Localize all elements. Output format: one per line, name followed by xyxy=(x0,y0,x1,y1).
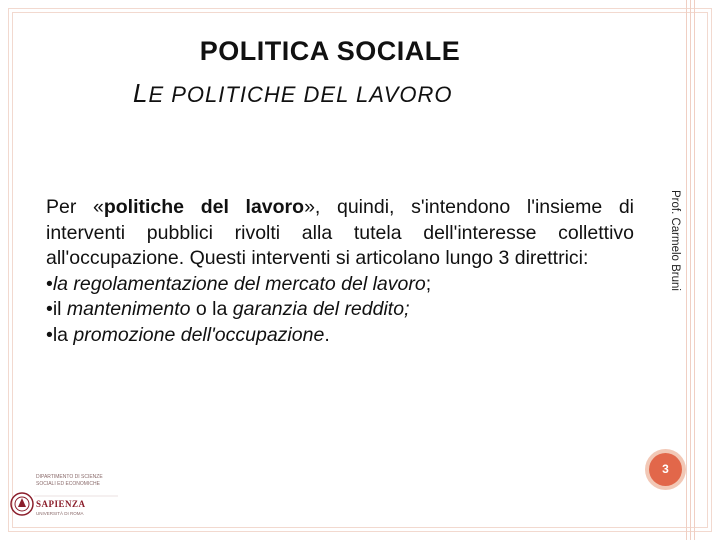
bullet-2-prefix: •il xyxy=(46,298,67,320)
intro-bold-term: politiche del lavoro xyxy=(103,196,305,218)
page-number: 3 xyxy=(649,453,682,486)
slide-body xyxy=(46,195,634,348)
side-author-label: Prof. Carmelo Bruni xyxy=(669,190,681,291)
slide-title: POLITICA SOCIALE xyxy=(199,36,461,66)
seal-icon xyxy=(11,493,33,515)
bullet-2-italic-1: mantenimento xyxy=(66,298,191,320)
bullet-item-2 xyxy=(46,297,634,323)
slide-subtitle xyxy=(133,78,453,109)
page-number-badge xyxy=(645,449,686,490)
bullet-2-mid: o la xyxy=(190,298,233,320)
intro-text-b: », quindi, s'intendono l'insieme di interventi pubblici rivolti alla tutela dell'interesse collettivo all'occupazione. Questi interventi si articolano lungo 3 direttrici: xyxy=(46,196,635,269)
department-name: DIPARTIMENTO DI SCIENZE SOCIALI ED ECONOMICHE xyxy=(36,474,103,487)
bullet-item-3 xyxy=(46,323,634,349)
bullet-3-suffix: . xyxy=(324,323,330,346)
right-rule xyxy=(690,0,691,540)
bullet-2-italic-2: garanzia del reddito; xyxy=(232,298,410,320)
subtitle-rest: E POLITICHE DEL LAVORO xyxy=(148,82,453,107)
subtitle-initial: L xyxy=(133,78,149,108)
bullet-marker: • xyxy=(46,272,53,295)
bullet-3-prefix: •la xyxy=(46,323,74,346)
university-subtitle: UNIVERSITÀ DI ROMA xyxy=(36,511,84,516)
intro-text-a: Per « xyxy=(46,196,104,218)
intro-paragraph xyxy=(46,195,634,272)
right-rule xyxy=(694,0,695,540)
right-rule xyxy=(686,0,687,540)
bullet-item-1 xyxy=(46,272,634,298)
university-name: SAPIENZA xyxy=(36,499,86,509)
bullet-3-italic: promozione dell'occupazione xyxy=(73,323,325,346)
bullet-1-suffix: ; xyxy=(425,272,432,295)
bullet-1-italic: la regolamentazione del mercato del lavoro xyxy=(52,272,426,295)
